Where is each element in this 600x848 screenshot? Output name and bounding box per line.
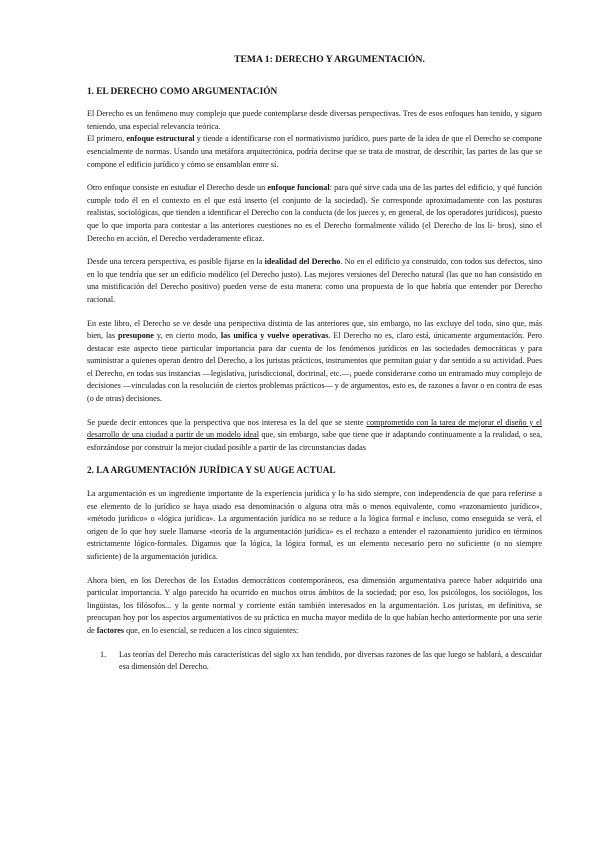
paragraph-text: y, en cierto modo, — [153, 331, 221, 341]
section-1-paragraph-6 — [87, 417, 542, 455]
paragraph-text: Se puede decir entonces que la perspectiva que nos interesa es la del que se siente — [87, 417, 367, 427]
underlined-phrase: comprometido con la tarea de mejorar el diseño y el desarrollo de una ciudad a partir de un modelo ideal — [87, 417, 542, 440]
section-1-paragraph-5 — [87, 318, 542, 406]
paragraph-text: . El Derecho no es, claro está, únicamente argumentación. Pero destacar este aspecto tiene particular importancia para dar cuenta de los fenómenos jurídicos en las sociedades democráticas y para suministrar a quienes operan dentro del Derecho, a los juristas prácticos, instrumentos que permitan guiar y dar sentido a su actividad. Pues el Derecho, en todas sus instancias —legislativa, jurisdiccional, doctrinal, etc.—, puede considerarse como un entramado muy complejo de decisiones —vinculadas con la resolución de ciertos problemas prácticos— y de argumentos, esto es, de razones a favor o en contra de esas (o de otras) decisiones. — [87, 331, 542, 404]
section-1-paragraph-4 — [87, 256, 542, 306]
paragraph-text: : para qué sirve cada una de las partes del edificio, y qué función cumple todo él en el contexto en el que está inserto (el conjunto de la sociedad). Se corresponde aproximadamente con las posturas realistas, sociológicas, que tienden a identificar el Derecho con la conducta (de los jueces y, en general, de los operadores jurídicos), puesto que lo que importa para contestar a las anteriores cuestiones no es el Derecho formalmente válido (el Derecho de los li- bros), sino el Derecho en acción, el Derecho verdaderamente eficaz. — [87, 183, 542, 243]
paragraph-text: Otro enfoque consiste en estudiar el Derecho desde un — [87, 183, 268, 193]
paragraph-text: En este libro, el Derecho se ve desde una perspectiva distinta de las anteriores que, sin embargo, no las excluye del todo, sino que, más bien, las — [87, 318, 542, 341]
list-item-text: Las teorías del Derecho más características del siglo xx han tendido, por diversas razones de las que luego se hablará, a descuidar esa dimensión del Derecho. — [119, 649, 542, 672]
paragraph-text: El primero, — [87, 134, 127, 144]
bold-term-structural: enfoque estructural — [126, 134, 195, 144]
paragraph-text: que, en lo esencial, se reducen a los cinco siguientes: — [124, 625, 299, 635]
section-1-heading: 1. EL DERECHO COMO ARGUMENTACIÓN — [87, 86, 278, 97]
paragraph-text: que, sin embargo, sabe que tiene que ir adaptando continuamente a la realidad, o sea, esforzándose por construir la mejor ciudad posible a partir de las circunstancias dadas — [87, 430, 543, 452]
section-1-paragraph-2 — [87, 133, 542, 171]
paragraph-text: Ahora bien, en los Derechos de los Estados democráticos contemporáneos, esa dimensión argumentativa parece haber adquirido una particular importancia. Y algo parecido ha ocurrido en muchos otros ámbitos de la sociedad; por eso, los psicólogos, los sociólogos, los lingüistas, los filósofos... y la gente normal y corriente están también interesados en la argumentación. Los juristas, en definitiva, se preocupan hoy por los aspectos argumentativos de su práctica en mucha mayor medida de lo que habían hecho anteriormente por una serie de — [87, 575, 542, 635]
section-1-paragraph-1: El Derecho es un fenómeno muy complejo que puede contemplarse desde diversas perspectivas. Tres de esos enfoques han tenido, y siguen teniendo, una especial relevancia teórica. — [87, 109, 542, 131]
list-item — [87, 649, 542, 674]
section-1-paragraph-3 — [87, 182, 542, 245]
section-2-paragraph-1: La argumentación es un ingrediente importante de la experiencia jurídica y lo ha sido siempre, con independencia de que para referirse a ese elemento de lo jurídico se haya usado esa denominación o alguna otra más o menos equivalente, como «razonamiento jurídico», «método jurídico» o «lógica jurídica». La argumentación jurídica no se reduce a la lógica formal e incluso, como enseguida se verá, el origen de lo que hoy suele llamarse «teoría de la argumentación jurídica» es el rechazo a entender el razonamiento jurídico en términos estrictamente lógico-formales. Digamos que la lógica, la lógica formal, es un elemento necesario pero no suficiente (o no siempre suficiente) de la argumentación jurídica. — [87, 489, 542, 561]
list-item-number: 1. — [100, 649, 107, 659]
bold-term-unifica: las unifica y vuelve operativas — [220, 331, 329, 341]
paragraph-text: y tiende a identificarse con el normativismo jurídico, pues parte de la idea de que el Derecho se compone esencialmente de normas. Usando una metáfora arquitectónica, podría decirse que se trata de mostrar, de describir, las partes de las que se compone el edificio jurídico y cómo se ensamblan entre sí. — [87, 134, 542, 169]
paragraph-text: Desde una tercera perspectiva, es posible fijarse en la — [87, 257, 265, 267]
factors-list — [87, 649, 542, 674]
paragraph-text: . No en el edificio ya construido, con todos sus defectos, sino en lo que tendría que ser un edificio modélico (el Derecho justo). Las mejores versiones del Derecho natural (las que no han consistido en una mistificación del Derecho positivo) pueden verse de esta manera: como una propuesta de lo que habría que entender por Derecho racional. — [87, 257, 543, 304]
bold-term-factores: factores — [96, 625, 125, 635]
section-2-paragraph-2 — [87, 575, 542, 638]
document-title: TEMA 1: DERECHO Y ARGUMENTACIÓN. — [234, 54, 425, 65]
bold-term-ideality: idealidad del Derecho — [264, 257, 341, 267]
bold-term-functional: enfoque funcional — [267, 183, 330, 193]
bold-term-presupone: presupone — [117, 331, 154, 341]
section-2-heading: 2. LA ARGUMENTACIÓN JURÍDICA Y SU AUGE ACTUAL — [87, 466, 336, 477]
